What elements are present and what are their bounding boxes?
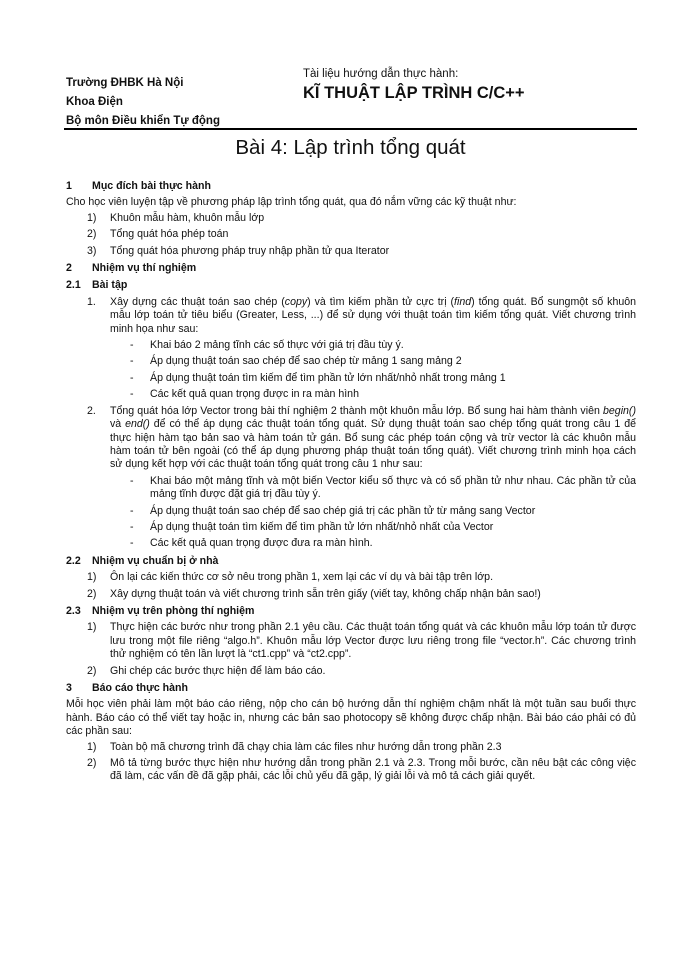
exercise-list — [66, 296, 636, 551]
list-marker: 3) — [87, 244, 97, 257]
section-title: Nhiệm vụ thí nghiệm — [92, 262, 197, 275]
course-subtitle: Tài liệu hướng dẫn thực hành: — [303, 68, 459, 80]
exercise-text — [110, 405, 636, 472]
section-title: Mục đích bài thực hành — [92, 180, 211, 192]
list-marker: 1. — [87, 295, 96, 308]
section-1-heading — [66, 180, 636, 193]
section-number: 1 — [66, 180, 72, 192]
exercise-text — [110, 296, 636, 336]
list-item — [66, 665, 636, 678]
dash-marker: - — [130, 537, 134, 550]
text-run: để có thể áp dụng các thuật toán tổng quát. Sử dụng thuật toán sao chép tổng quát trong câu 1 để thực hiện hàm tạo bản sao và hàm toán tử gán. Bổ sung các phép toán cộng và trừ vector là các khuôn mẫu hàm toán tử bên ngoài (có thể áp dụng phương pháp thuật toán tổng quát). Viết chương trình minh họa cách sử dụng kết hợp với các thuật toán tổng quát trong câu 1 như sau: — [110, 418, 636, 471]
list-item — [66, 757, 636, 784]
section-title: Bài tập — [92, 279, 128, 292]
dash-text: Áp dụng thuật toán sao chép để sao chép từ mảng 1 sang mảng 2 — [150, 355, 462, 368]
list-text: Khuôn mẫu hàm, khuôn mẫu lớp — [110, 211, 265, 224]
section-number: 2 — [66, 262, 72, 275]
text-run: ) và tìm kiếm phần tử cực trị ( — [307, 295, 455, 308]
dash-text: Khai báo một mảng tĩnh và một biến Vector kiểu số thực và có số phần tử như nhau. Các phần tử của mảng tĩnh được đặt giá trị đầu tùy ý. — [150, 474, 636, 501]
list-marker: 2) — [87, 757, 97, 770]
list-marker: 2. — [87, 404, 96, 417]
section-number: 2.1 — [66, 279, 81, 292]
course-title: KĨ THUẬT LẬP TRÌNH C/C++ — [303, 84, 525, 102]
section-title: Nhiệm vụ trên phòng thí nghiệm — [92, 604, 255, 617]
list-item — [66, 212, 636, 225]
dash-text: Áp dụng thuật toán tìm kiếm để tìm phần tử lớn nhất/nhỏ nhất trong mảng 1 — [150, 371, 506, 384]
dash-item — [66, 537, 636, 550]
section-1-list — [66, 212, 636, 258]
exercise-item-1 — [66, 296, 636, 336]
list-marker: 2) — [87, 587, 97, 600]
dash-marker: - — [130, 371, 134, 384]
institution-block — [66, 74, 220, 131]
code-term: copy — [284, 295, 308, 308]
list-text: Ghi chép các bước thực hiện để làm báo cáo. — [110, 664, 326, 677]
section-2-2-list — [66, 571, 636, 601]
dash-item — [66, 505, 636, 518]
list-marker: 2) — [87, 664, 97, 677]
dash-text: Các kết quả quan trọng được in ra màn hình — [150, 388, 359, 401]
dash-marker: - — [130, 355, 134, 368]
list-text: Tổng quát hóa phương pháp truy nhập phần tử qua Iterator — [110, 244, 390, 257]
list-text: Toàn bộ mã chương trình đã chạy chia làm các files như hướng dẫn trong phần 2.3 — [110, 740, 502, 753]
list-item — [66, 228, 636, 241]
code-term: find — [454, 295, 472, 308]
list-marker: 1) — [87, 621, 97, 634]
list-text: Thực hiện các bước như trong phần 2.1 yêu cầu. Các thuật toán tổng quát và các khuôn mẫu lớp toán tử được lưu trong một file riêng “algo.h”. Khuôn mẫu lớp Vector được lưu riêng trong file “vector.h”. Các chương trình thử nghiệm có tên lần lượt là “ct1.cpp” và “ct2.cpp”. — [110, 621, 636, 661]
dash-item — [66, 372, 636, 385]
header-divider — [64, 128, 637, 130]
course-block — [303, 66, 525, 104]
code-term: end() — [125, 418, 150, 431]
exercise-1-steps — [66, 339, 636, 402]
dash-item — [66, 475, 636, 502]
list-marker: 1) — [87, 571, 97, 584]
text-run: ) tổng quát. Bổ sungmột số khuôn mẫu lớp toán tử tiêu biểu (Greater, Less, ...) để sử dụng với thuật toán tìm kiếm tổng quát. Viết chương trình minh họa như sau: — [110, 295, 637, 335]
section-2-3-heading — [66, 605, 636, 618]
list-text: Ôn lại các kiến thức cơ sở nêu trong phần 1, xem lại các ví dụ và bài tập trên lớp. — [110, 571, 494, 584]
dash-text: Các kết quả quan trọng được đưa ra màn hình. — [150, 537, 373, 550]
university-name: Trường ĐHBK Hà Nội — [66, 77, 184, 89]
faculty-name: Khoa Điện — [66, 96, 123, 108]
dash-item — [66, 521, 636, 534]
section-3-intro: Mỗi học viên phải làm một báo cáo riêng, nộp cho cán bộ hướng dẫn thí nghiệm chậm nhất là một tuần sau buổi thực hành. Báo cáo có thể viết tay hoặc in, nhưng các bản sao photocopy sẽ không được chấp nhận. Bài báo cáo phải có đủ các phần sau: — [66, 698, 636, 738]
department-name: Bộ môn Điều khiển Tự động — [66, 115, 220, 127]
list-marker: 1) — [87, 211, 97, 224]
dash-marker: - — [130, 339, 134, 352]
list-item — [66, 245, 636, 258]
section-number: 3 — [66, 682, 72, 694]
list-text: Xây dựng thuật toán và viết chương trình sẵn trên giấy (viết tay, không chấp nhận bản sao!) — [110, 587, 541, 600]
dash-text: Áp dụng thuật toán sao chép để sao chép giá trị các phần tử từ mảng sang Vector — [150, 504, 536, 517]
section-3-list — [66, 741, 636, 784]
section-2-heading — [66, 262, 636, 275]
dash-item — [66, 388, 636, 401]
text-run: và — [110, 418, 126, 431]
dash-text: Áp dụng thuật toán tìm kiếm để tìm phần tử lớn nhất/nhỏ nhất của Vector — [150, 520, 494, 533]
text-run: Tổng quát hóa lớp Vector trong bài thí nghiệm 2 thành một khuôn mẫu lớp. Bổ sung hai hàm thành viên — [110, 404, 604, 417]
dash-item — [66, 339, 636, 352]
list-item — [66, 571, 636, 584]
dash-marker: - — [130, 520, 134, 533]
list-item — [66, 588, 636, 601]
dash-marker: - — [130, 474, 134, 487]
section-title: Nhiệm vụ chuẩn bị ở nhà — [92, 554, 219, 567]
list-text: Tổng quát hóa phép toán — [110, 228, 229, 241]
section-1-intro: Cho học viên luyện tập về phương pháp lập trình tổng quát, qua đó nắm vững các kỹ thuật như: — [66, 196, 517, 209]
dash-item — [66, 355, 636, 368]
list-text: Mô tả từng bước thực hiện như hướng dẫn trong phần 2.1 và 2.3. Trong mỗi bước, cần nêu bật các công việc đã làm, các vấn đề đã gặp phải, các lỗi chủ yếu đã gặp, lý giải lỗi và mô tả cách giải quyết. — [110, 757, 636, 783]
section-number: 2.2 — [66, 554, 81, 567]
document-body — [66, 176, 636, 787]
list-marker: 1) — [87, 740, 97, 753]
dash-marker: - — [130, 388, 134, 401]
section-number: 2.3 — [66, 604, 81, 617]
exercise-2-steps — [66, 475, 636, 551]
section-title: Báo cáo thực hành — [92, 682, 188, 694]
document-title: Bài 4: Lập trình tổng quát — [235, 136, 466, 159]
section-2-1-heading — [66, 279, 636, 292]
section-3-heading — [66, 682, 636, 695]
list-item — [66, 741, 636, 754]
dash-text: Khai báo 2 mảng tĩnh các số thực với giá trị đầu tùy ý. — [150, 339, 404, 352]
list-marker: 2) — [87, 228, 97, 241]
exercise-item-2 — [66, 405, 636, 472]
dash-marker: - — [130, 504, 134, 517]
list-item — [66, 621, 636, 661]
section-2-2-heading — [66, 555, 636, 568]
text-run: Xây dựng các thuật toán sao chép ( — [110, 295, 285, 308]
code-term: begin() — [603, 404, 636, 417]
section-2-3-list — [66, 621, 636, 678]
